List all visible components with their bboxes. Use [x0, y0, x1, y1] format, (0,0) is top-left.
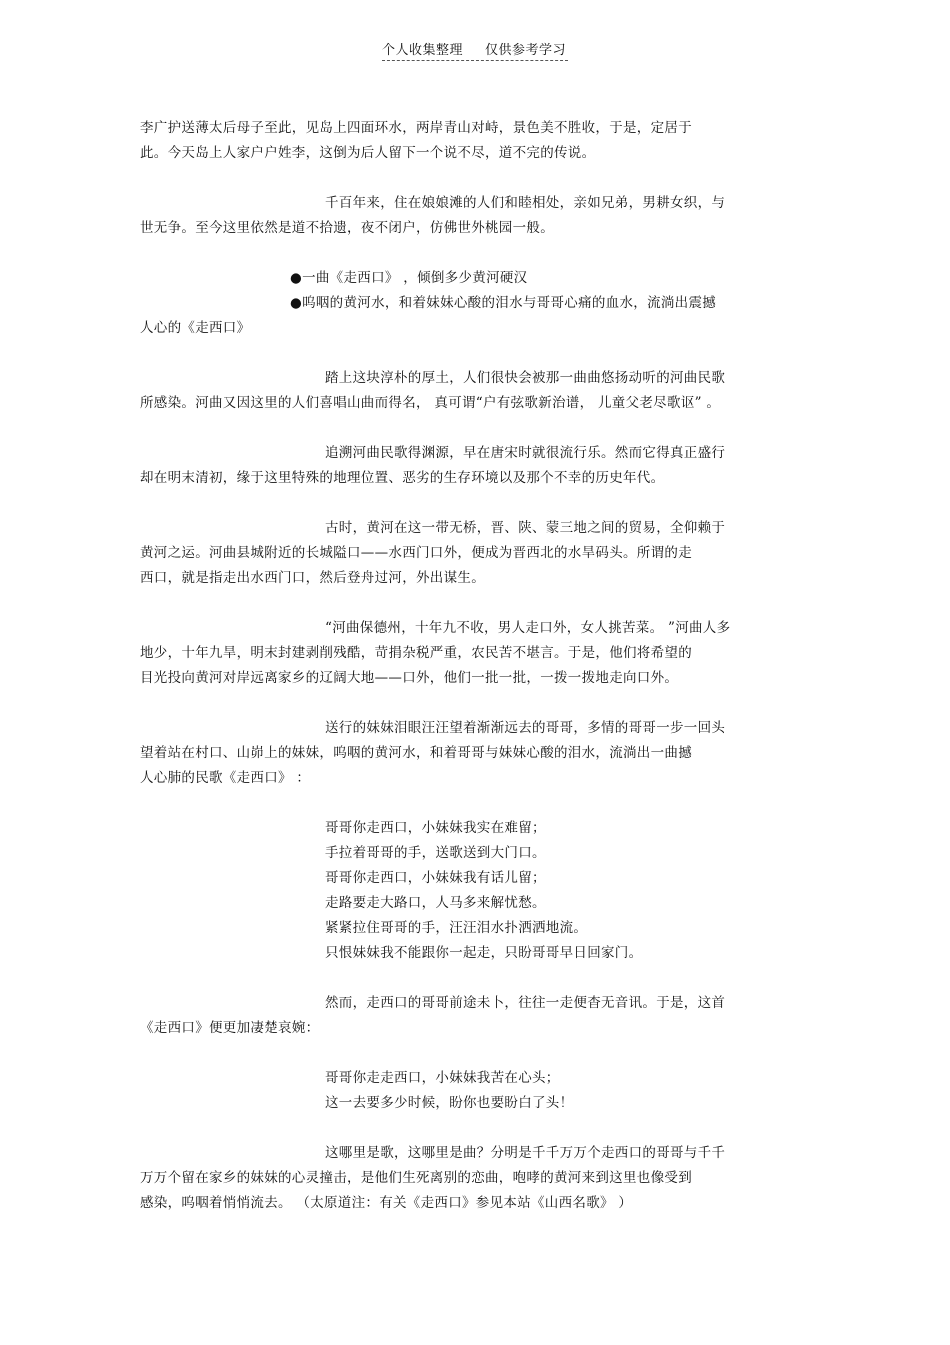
header-right-text: 仅供参考学习: [485, 43, 567, 58]
text-line: 黄河之运。河曲县城附近的长城隘口——水西门口外，便成为晋西北的水旱码头。所谓的走: [140, 545, 692, 561]
text-line: 世无争。至今这里依然是道不拾遗，夜不闭户，仿佛世外桃园一般。: [140, 220, 554, 236]
lyric-line: 哥哥你走西口，小妹妹我实在难留；: [325, 820, 546, 836]
text-line: 踏上这块淳朴的厚土，人们很快会被那一曲曲悠扬动听的河曲民歌: [325, 370, 726, 386]
text-line: 此。今天岛上人家户户姓李，这倒为后人留下一个说不尽，道不完的传说。: [140, 145, 596, 161]
lyric-line: 哥哥你走西口，小妹妹我有话儿留；: [325, 870, 546, 886]
text-line: “河曲保德州，十年九不收，男人走口外，女人挑苦菜。 ”河曲人多: [325, 620, 731, 636]
text-line: 万万个留在家乡的妹妹的心灵撞击，是他们生死离别的恋曲，咆哮的黄河来到这里也像受到: [140, 1170, 692, 1186]
text-line: 人心肺的民歌《走西口》 ：: [140, 770, 311, 786]
text-line: 李广护送薄太后母子至此，见岛上四面环水，两岸青山对峙，景色美不胜收，于是，定居于: [140, 120, 692, 136]
text-line: 西口，就是指走出水西门口，然后登舟过河，外出谋生。: [140, 570, 485, 586]
text-line: 千百年来，住在娘娘滩的人们和睦相处，亲如兄弟，男耕女织，与: [325, 195, 726, 211]
lyric-line: 这一去要多少时候，盼你也要盼白了头！: [325, 1095, 574, 1111]
bullet-line: ●一曲《走西口》 ，倾倒多少黄河硬汉: [290, 270, 528, 286]
text-line: 人心的《走西口》: [140, 320, 251, 336]
text-line: 目光投向黄河对岸远离家乡的辽阔大地——口外，他们一批一批，一拨一拨地走向口外。: [140, 670, 679, 686]
lyric-line: 走路要走大路口，人马多来解忧愁。: [325, 895, 546, 911]
text-line: 送行的妹妹泪眼汪汪望着渐渐远去的哥哥，多情的哥哥一步一回头: [325, 720, 726, 736]
text-line: 地少，十年九旱，明末封建剥削残酷，苛捐杂税严重，农民苦不堪言。于是，他们将希望的: [140, 645, 692, 661]
lyric-line: 紧紧拉住哥哥的手，汪汪泪水扑洒洒地流。: [325, 920, 588, 936]
lyric-line: 只恨妹妹我不能跟你一起走，只盼哥哥早日回家门。: [325, 945, 643, 961]
text-line: 《走西口》便更加凄楚哀婉：: [140, 1020, 320, 1036]
text-line: 却在明末清初，缘于这里特殊的地理位置、恶劣的生存环境以及那个不幸的历史年代。: [140, 470, 665, 486]
text-line: 感染，呜咽着悄悄流去。 （太原道注：有关《走西口》参见本站《山西名歌》 ）: [140, 1195, 633, 1211]
text-line: 所感染。河曲又因这里的人们喜唱山曲而得名， 真可谓“户有弦歌新治谱， 儿童父老尽歌讴” 。: [140, 395, 721, 411]
text-line: 这哪里是歌，这哪里是曲？分明是千千万万个走西口的哥哥与千千: [325, 1145, 726, 1161]
lyric-line: 手拉着哥哥的手，送歌送到大门口。: [325, 845, 546, 861]
lyric-line: 哥哥你走走西口，小妹妹我苦在心头；: [325, 1070, 560, 1086]
text-line: 古时，黄河在这一带无桥，晋、陕、蒙三地之间的贸易，全仰赖于: [325, 520, 726, 536]
text-line: 追溯河曲民歌得渊源，早在唐宋时就很流行乐。然而它得真正盛行: [325, 445, 726, 461]
text-line: 望着站在村口、山峁上的妹妹，呜咽的黄河水，和着哥哥与妹妹心酸的泪水，流淌出一曲撼: [140, 745, 692, 761]
text-line: 然而，走西口的哥哥前途未卜，往往一走便杳无音讯。于是，这首: [325, 995, 726, 1011]
bullet-line: ●呜咽的黄河水，和着妹妹心酸的泪水与哥哥心痛的血水，流淌出震撼: [290, 295, 717, 311]
page-header: [382, 39, 568, 61]
header-left-text: 个人收集整理: [382, 43, 464, 58]
